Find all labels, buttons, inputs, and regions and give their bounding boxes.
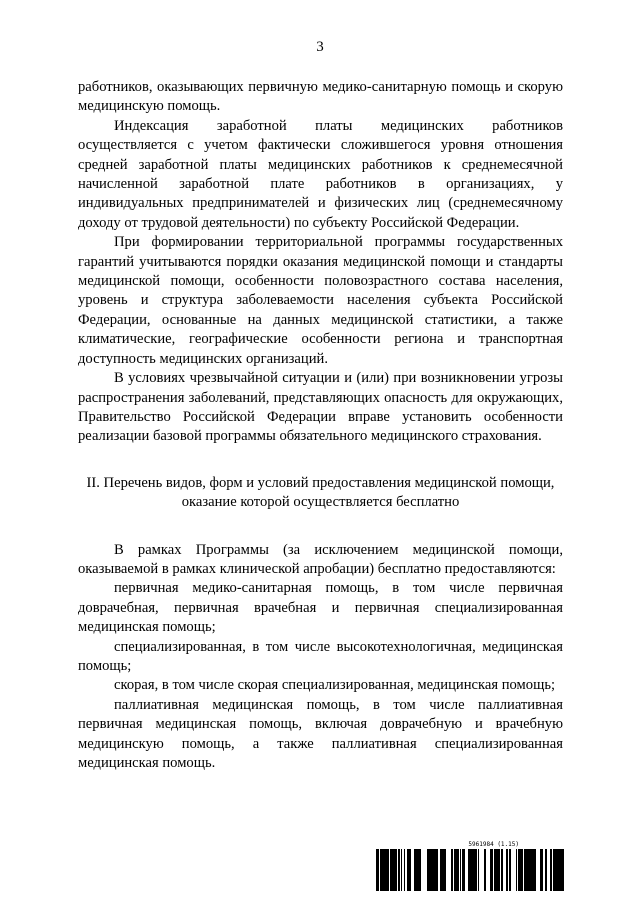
list-item-emergency-care: скорая, в том числе скорая специализированная, медицинская помощь; — [114, 677, 556, 694]
list-item-palliative-care: паллиативная медицинская помощь, в том числе паллиативная первичная медицинская помощь, включая доврачебную и врачебную медицинскую помощь, а также паллиативная специализированная медицинская помощь. — [78, 696, 563, 771]
section-heading-line-2: оказание которой осуществляется бесплатно — [181, 494, 460, 511]
page-number: 3 — [316, 39, 324, 55]
paragraph-program-scope: В рамках Программы (за исключением медицинской помощи, оказываемой в рамках клинической апробации) бесплатно предоставляются: — [78, 541, 563, 577]
paragraph-salary-indexation: Индексация заработной платы медицинских работников осуществляется с учетом фактически сложившегося уровня отношения средней заработной платы медицинских работников к среднемесячной начисленной заработной плате работников в организациях, у индивидуальных предпринимателей и физических лиц (среднемесячному доходу от трудовой деятельности) по субъекту Российской Федерации. — [78, 117, 563, 231]
barcode-label: 5961984 (1.15) — [468, 841, 519, 848]
section-heading — [78, 474, 563, 513]
paragraph-emergency: В условиях чрезвычайной ситуации и (или) при возникновении угрозы распространения заболеваний, представляющих опасность для окружающих, Правительство Российской Федерации вправе установить особенности реализации базовой программы обязательного медицинского страхования. — [78, 370, 563, 445]
document-body — [78, 78, 563, 773]
paragraph-continuation: работников, оказывающих первичную медико-санитарную помощь и скорую медицинскую помощь. — [78, 79, 563, 115]
list-item-specialized-care: специализированная, в том числе высокотехнологичная, медицинская помощь; — [78, 638, 563, 674]
section-heading-line-1: II. Перечень видов, форм и условий предоставления медицинской помощи, — [86, 474, 555, 491]
barcode-block — [376, 841, 564, 891]
barcode-icon — [376, 849, 564, 891]
list-item-primary-care: первичная медико-санитарная помощь, в том числе первичная доврачебная, первичная врачебная и первичная специализированная медицинская помощь; — [78, 580, 563, 636]
paragraph-territorial-program: При формировании территориальной программы государственных гарантий учитываются порядки оказания медицинской помощи и стандарты медицинской помощи, особенности половозрастного состава населения, уровень и структура заболеваемости населения субъекта Российской Федерации, основанные на данных медицинской статистики, а также климатические, географические особенности региона и транспортная доступность медицинских организаций. — [78, 234, 563, 367]
